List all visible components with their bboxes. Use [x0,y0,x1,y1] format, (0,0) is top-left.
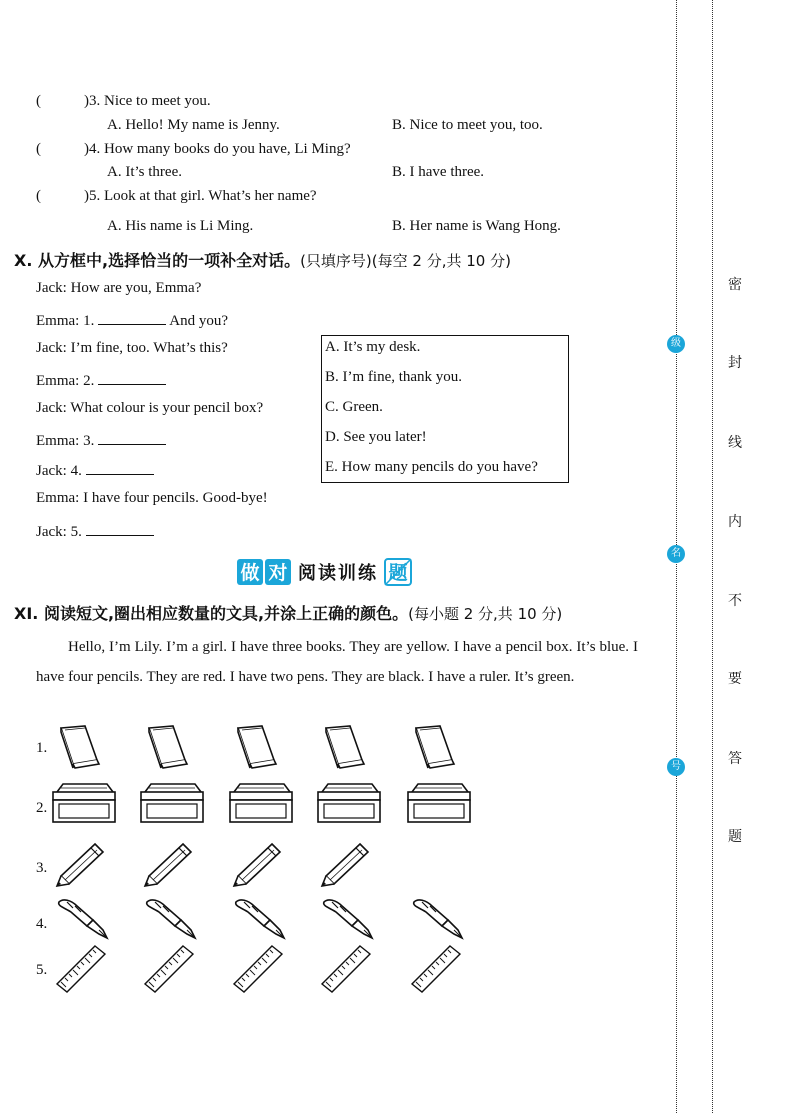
ruler-icon[interactable] [143,944,195,999]
pencil-box-icon[interactable] [137,782,207,833]
dialogue-text: Jack: 5. [36,524,82,540]
dialogue-text: Jack: 4. [36,463,82,479]
option-item: A. It’s my desk. [325,339,421,355]
book-icon[interactable] [55,722,103,775]
banner-char: 读 [318,563,336,584]
dialogue-line [36,400,263,417]
answer-paren[interactable]: ( [36,93,41,109]
book-icon[interactable] [232,722,280,775]
section-xi-heading: XI. 阅读短文,圈出相应数量的文具,并涂上正确的颜色。 [14,604,409,623]
seal-line-char: 密 [728,277,742,293]
pencil-box-icon[interactable] [226,782,296,833]
dialogue-text: Emma: 2. [36,373,95,389]
seal-line-char: 要 [728,671,742,687]
banner-char: 做 [240,562,260,584]
seal-line-char: 线 [728,435,742,451]
book-icon[interactable] [143,722,191,775]
banner-char: 训 [338,563,356,584]
answer-blank[interactable] [98,370,166,385]
option-b: B. I have three. [392,164,485,180]
row-label: 1. [36,740,48,756]
option-item: C. Green. [325,399,383,415]
answer-blank[interactable] [86,521,154,536]
option-b: B. Her name is Wang Hong. [392,218,561,234]
pencil-box-icon[interactable] [404,782,474,833]
question-text: )3. Nice to meet you. [84,93,211,109]
pen-icon[interactable] [320,898,376,945]
book-icon[interactable] [320,722,368,775]
dialogue-line [36,490,268,507]
section-xi-title [14,601,562,624]
question-text: )4. How many books do you have, Li Ming? [84,141,351,157]
reading-passage: Hello, I’m Lily. I’m a girl. I have three books. They are yellow. I have a pencil box. It’s blue. I have four pencils. They are red. I have two pens. They are black. I have a ruler. It’s green. [36,639,638,685]
section-x-score: (只填序号)(每空 2 分,共 10 分) [300,252,511,270]
dialogue-text: Emma: 1. [36,313,95,329]
dialogue-text: Emma: 3. [36,433,95,449]
banner-char: 阅 [298,563,316,584]
pencil-box-icon[interactable] [49,782,119,833]
info-badge: 号 [667,758,685,776]
answer-blank[interactable] [98,430,166,445]
dialogue-text: Emma: I have four pencils. Good-bye! [36,490,268,506]
pen-icon[interactable] [143,898,199,945]
answer-blank[interactable] [86,460,154,475]
ruler-icon[interactable] [320,944,372,999]
ruler-icon[interactable] [232,944,284,999]
info-badge: 名 [667,545,685,563]
answer-paren[interactable]: ( [36,188,41,204]
pencil-icon[interactable] [143,842,193,893]
row-label: 4. [36,916,48,932]
seal-line-char: 题 [728,829,742,845]
banner-char: 练 [358,563,376,584]
ruler-icon[interactable] [55,944,107,999]
answer-blank[interactable] [98,310,166,325]
pen-icon[interactable] [410,898,466,945]
section-x-heading: X. 从方框中,选择恰当的一项补全对话。 [14,251,301,270]
option-item: D. See you later! [325,429,427,445]
pen-icon[interactable] [232,898,288,945]
option-a: A. Hello! My name is Jenny. [107,117,280,133]
dialogue-line [36,460,154,480]
option-item: E. How many pencils do you have? [325,459,538,475]
seal-line-right [712,0,713,1113]
pencil-icon[interactable] [55,842,105,893]
option-a: A. It’s three. [107,164,182,180]
option-b: B. Nice to meet you, too. [392,117,543,133]
row-label: 3. [36,860,48,876]
pencil-box-icon[interactable] [314,782,384,833]
dialogue-text: Jack: I’m fine, too. What’s this? [36,340,228,356]
option-a: A. His name is Li Ming. [107,218,254,234]
options-box [321,335,569,483]
banner-char: 对 [268,562,288,584]
dialogue-line [36,521,154,541]
pencil-icon[interactable] [320,842,370,893]
row-label: 5. [36,962,48,978]
dialogue-line [36,370,166,390]
section-x-title [14,248,511,271]
seal-line-char: 内 [728,514,742,530]
info-badge: 级 [667,335,685,353]
dialogue-line [36,430,166,450]
seal-line-char: 答 [728,751,742,767]
option-item: B. I’m fine, thank you. [325,369,463,385]
pen-icon[interactable] [55,898,111,945]
dialogue-line [36,340,228,357]
dialogue-line [36,310,228,330]
seal-line-char: 不 [728,593,742,609]
ruler-icon[interactable] [410,944,462,999]
banner-char: 题 [388,562,408,584]
dialogue-text-after: And you? [166,313,228,329]
section-xi-score: (每小题 2 分,共 10 分) [408,605,563,623]
book-icon[interactable] [410,722,458,775]
dialogue-text: Jack: How are you, Emma? [36,280,202,296]
dialogue-text: Jack: What colour is your pencil box? [36,400,264,416]
question-text: )5. Look at that girl. What’s her name? [84,188,317,204]
answer-paren[interactable]: ( [36,141,41,157]
pencil-icon[interactable] [232,842,282,893]
seal-line-char: 封 [728,355,742,371]
reading-practice-banner [235,555,415,589]
row-label: 2. [36,800,48,816]
dialogue-line [36,280,201,297]
